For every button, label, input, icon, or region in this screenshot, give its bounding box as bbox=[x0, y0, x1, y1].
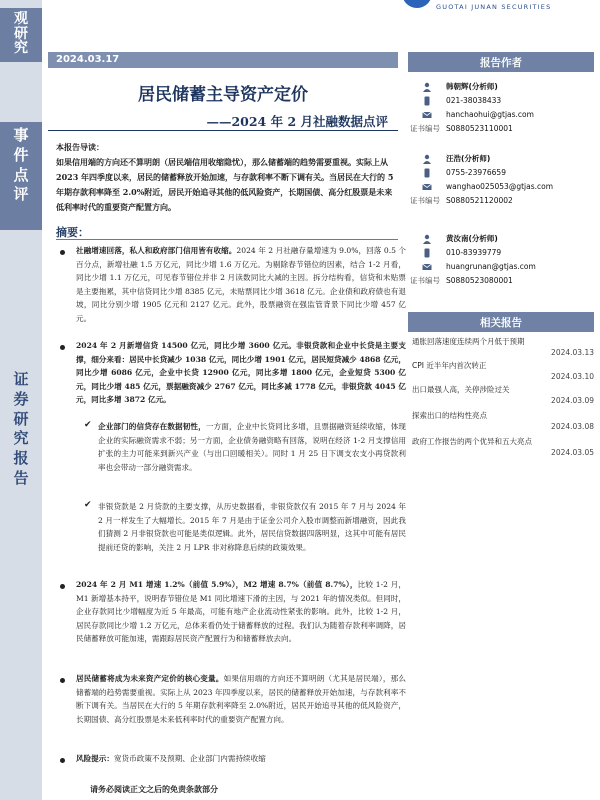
bullet-icon bbox=[60, 584, 65, 589]
lead-text: 如果信用端的方向还不算明朗（居民端信用收缩隐忧），那么储蓄端的趋势需要重视。实际上从 2023 年四季度以来，居民的储蓄释放开始加速，与存款利率不断下调有关。当居民在大行的 5 年期存款利率降至 2.0%附近，居民开始追寻其他的低风险资产，长期国债、高分红股票是未来低利率时代的重要资产配置方向。 bbox=[56, 157, 394, 212]
phone-icon bbox=[422, 248, 432, 258]
banner-label-event: 事 件 点 评 bbox=[0, 122, 42, 230]
phone-icon bbox=[422, 168, 432, 178]
title-divider bbox=[48, 130, 398, 131]
author-name: 黄汝南(分析师) bbox=[446, 234, 498, 243]
report-link-title[interactable]: CPI 近半年内首次转正 bbox=[412, 361, 487, 370]
abstract-divider bbox=[56, 239, 398, 240]
report-link-title[interactable]: 出口最强人高，关停涉险过关 bbox=[412, 385, 510, 394]
company-logo bbox=[392, 0, 592, 18]
lead-section bbox=[56, 140, 396, 215]
report-link-date: 2024.03.13 bbox=[551, 348, 594, 357]
report-date: 2024.03.17 bbox=[48, 52, 398, 68]
author-phone: 010-83939779 bbox=[446, 248, 502, 257]
author-card bbox=[408, 232, 594, 292]
cert-label: 证书编号 bbox=[410, 276, 440, 285]
person-icon bbox=[422, 154, 432, 164]
bullet-icon bbox=[60, 345, 65, 350]
report-link-date: 2024.03.09 bbox=[551, 396, 594, 405]
report-link-title[interactable]: 政府工作报告的两个优异和五大亮点 bbox=[412, 437, 532, 446]
abstract-paragraph-3: 2024 年 2 月 M1 增速 1.2%（前值 5.9%），M2 增速 8.7%（前值 8.7%），比较 1-2 月，M1 新增基本持平，说明春节错位是 M1 同比增速下滑的主因，与 2021 年的情况类似。但同时，企业存款同比少增幅度为近 5 年最高，可能有地产企业流动性紧张的影响。此外，比较 1-2 月，居民存款同比少增 1.2 万亿元，总体来看仍处于储蓄释放的过程。我们认为随着存款利率调降，居民储蓄释放可能加速，需跟踪居民资产配置行为和储蓄释放去向。 bbox=[76, 580, 407, 643]
related-report-item[interactable] bbox=[412, 436, 594, 458]
report-link-date: 2024.03.10 bbox=[551, 372, 594, 381]
bullet-icon bbox=[60, 250, 65, 255]
author-email[interactable]: hanchaohui@gtjas.com bbox=[446, 110, 534, 119]
cert-label: 证书编号 bbox=[410, 196, 440, 205]
abstract-paragraph-2: 2024 年 2 月新增信贷 14500 亿元，同比少增 3600 亿元。非银贷款和企业中长贷是主要支撑，细分来看：居民中长贷减少 1038 亿元，同比少增 1901 亿元，居民短贷减少 4868 亿元，同比少增 6086 亿元，企业中长贷 12900 亿元，同比多增 1800 亿元，企业短贷 5300 亿元，同比少增 485 亿元，票据融资减少 2767 亿元，同比多减 1778 亿元，非银贷款 4045 亿元，同比多增 3872 亿元。 bbox=[76, 341, 406, 404]
banner-label-macro: 观 研 究 bbox=[0, 8, 42, 62]
abstract-paragraph-4: 居民储蓄将成为未来资产定价的核心变量。如果信用端的方向还不算明朗（尤其是居民端），那么储蓄端的趋势需要重视。实际上从 2023 年四季度以来，居民的储蓄释放开始加速，与存款利率不断下调有关。当居民在大行的 5 年期存款利率降至 2.0%附近，居民开始追寻其他的低风险资产，长期国债、高分红股票是未来低利率时代的重要资产配置方向。 bbox=[76, 674, 407, 724]
author-name: 韩朝辉(分析师) bbox=[446, 82, 498, 91]
phone-icon bbox=[422, 96, 432, 106]
abstract-heading: 摘要： bbox=[56, 226, 89, 239]
author-name: 汪浩(分析师) bbox=[446, 154, 491, 163]
related-reports-heading: 相关报告 bbox=[408, 312, 594, 332]
banner-label-report: 证 券 研 究 报 告 bbox=[13, 370, 29, 487]
cert-number: S0880523110001 bbox=[446, 124, 513, 133]
abstract-paragraph-1: 社融增速回落，私人和政府部门信用皆有收缩。2024 年 2 月社融存量增速为 9.0%，回落 0.5 个百分点，新增社融 1.5 万亿元，同比少增 1.6 万亿元。为剔除春节错位的因素，结合 1-2 月看，同比少增 1.1 万亿元，可见春节错位并非 2 月读数同比大减的主因。拆分结构看，信贷和未贴票是主要拖累，其中信贷同比少增 8385 亿元，未贴票同比少增 3618 亿元。企业债和政府债也有退坡，同比分别少增 1905 亿元和 2127 亿元。此外，股票融资在强监管背景下同比少增 457 亿元。 bbox=[76, 246, 407, 323]
bullet-icon bbox=[60, 758, 65, 763]
author-card bbox=[408, 152, 594, 212]
author-phone: 021-38038433 bbox=[446, 96, 502, 105]
author-phone: 0755-23976659 bbox=[446, 168, 506, 177]
author-email[interactable]: huangrunan@gtjas.com bbox=[446, 262, 536, 271]
report-link-title[interactable]: 探索出口的结构性亮点 bbox=[412, 411, 487, 420]
risk-warning: 风险提示：宽货币政策不及预期、企业部门内需持续收缩 bbox=[76, 754, 266, 763]
report-link-date: 2024.03.08 bbox=[551, 422, 594, 431]
author-email[interactable]: wanghao025053@gtjas.com bbox=[446, 182, 554, 191]
logo-icon bbox=[402, 0, 432, 8]
related-report-item[interactable] bbox=[412, 360, 594, 382]
lead-label: 本报告导读： bbox=[56, 142, 104, 152]
bullet-icon bbox=[60, 678, 65, 683]
report-link-title[interactable]: 通胀回落速度连续两个月低于预期 bbox=[412, 337, 525, 346]
checkmark-icon: ✔ bbox=[84, 500, 92, 510]
mail-icon bbox=[422, 262, 432, 272]
disclaimer-note: 请务必阅读正文之后的免责条款部分 bbox=[90, 784, 218, 794]
abstract-subpoint-1: 企业部门的信贷存在数据韧性，一方面，企业中长贷同比多增，且票据融资延续收缩，体现企业的实际融资需求不弱；另一方面，企业债务融资略有回落，说明在经济 1-2 月支撑信用扩张的主力可能来到新兴产业（与出口回暖相关）。同时 1 月 25 日下调支农支小再贷款利率也会带动一部分融资需求。 bbox=[98, 422, 407, 472]
mail-icon bbox=[422, 182, 432, 192]
cert-number: S0880523080001 bbox=[446, 276, 513, 285]
abstract-subpoint-2: 非银贷款是 2 月贷款的主要支撑，从历史数据看，非银贷款仅有 2015 年 7 月与 2024 年 2 月一样发生了大幅增长。2015 年 7 月是由于证金公司介入股市调整而新增融资，因此我们猜测 2 月非银贷款也可能是类似逻辑。此外，居民信贷数据四落明显，这其中可能有居民提前还贷的影响，关注 2 月 LPR 非对称降息后续的政策效果。 bbox=[98, 502, 406, 552]
report-subtitle: ——2024 年 2 月社融数据点评 bbox=[206, 114, 388, 129]
author-card bbox=[408, 80, 594, 140]
mail-icon bbox=[422, 110, 432, 120]
related-report-item[interactable] bbox=[412, 410, 594, 432]
related-report-item[interactable] bbox=[412, 336, 594, 358]
related-report-item[interactable] bbox=[412, 384, 594, 406]
person-icon bbox=[422, 234, 432, 244]
checkmark-icon: ✔ bbox=[84, 420, 92, 430]
cert-number: S0880521120002 bbox=[446, 196, 513, 205]
report-title: 居民储蓄主导资产定价 bbox=[138, 85, 308, 105]
authors-heading: 报告作者 bbox=[408, 52, 594, 72]
logo-text: GUOTAI JUNAN SECURITIES bbox=[436, 3, 552, 11]
report-link-date: 2024.03.05 bbox=[551, 448, 594, 457]
person-icon bbox=[422, 82, 432, 92]
cert-label: 证书编号 bbox=[410, 124, 440, 133]
